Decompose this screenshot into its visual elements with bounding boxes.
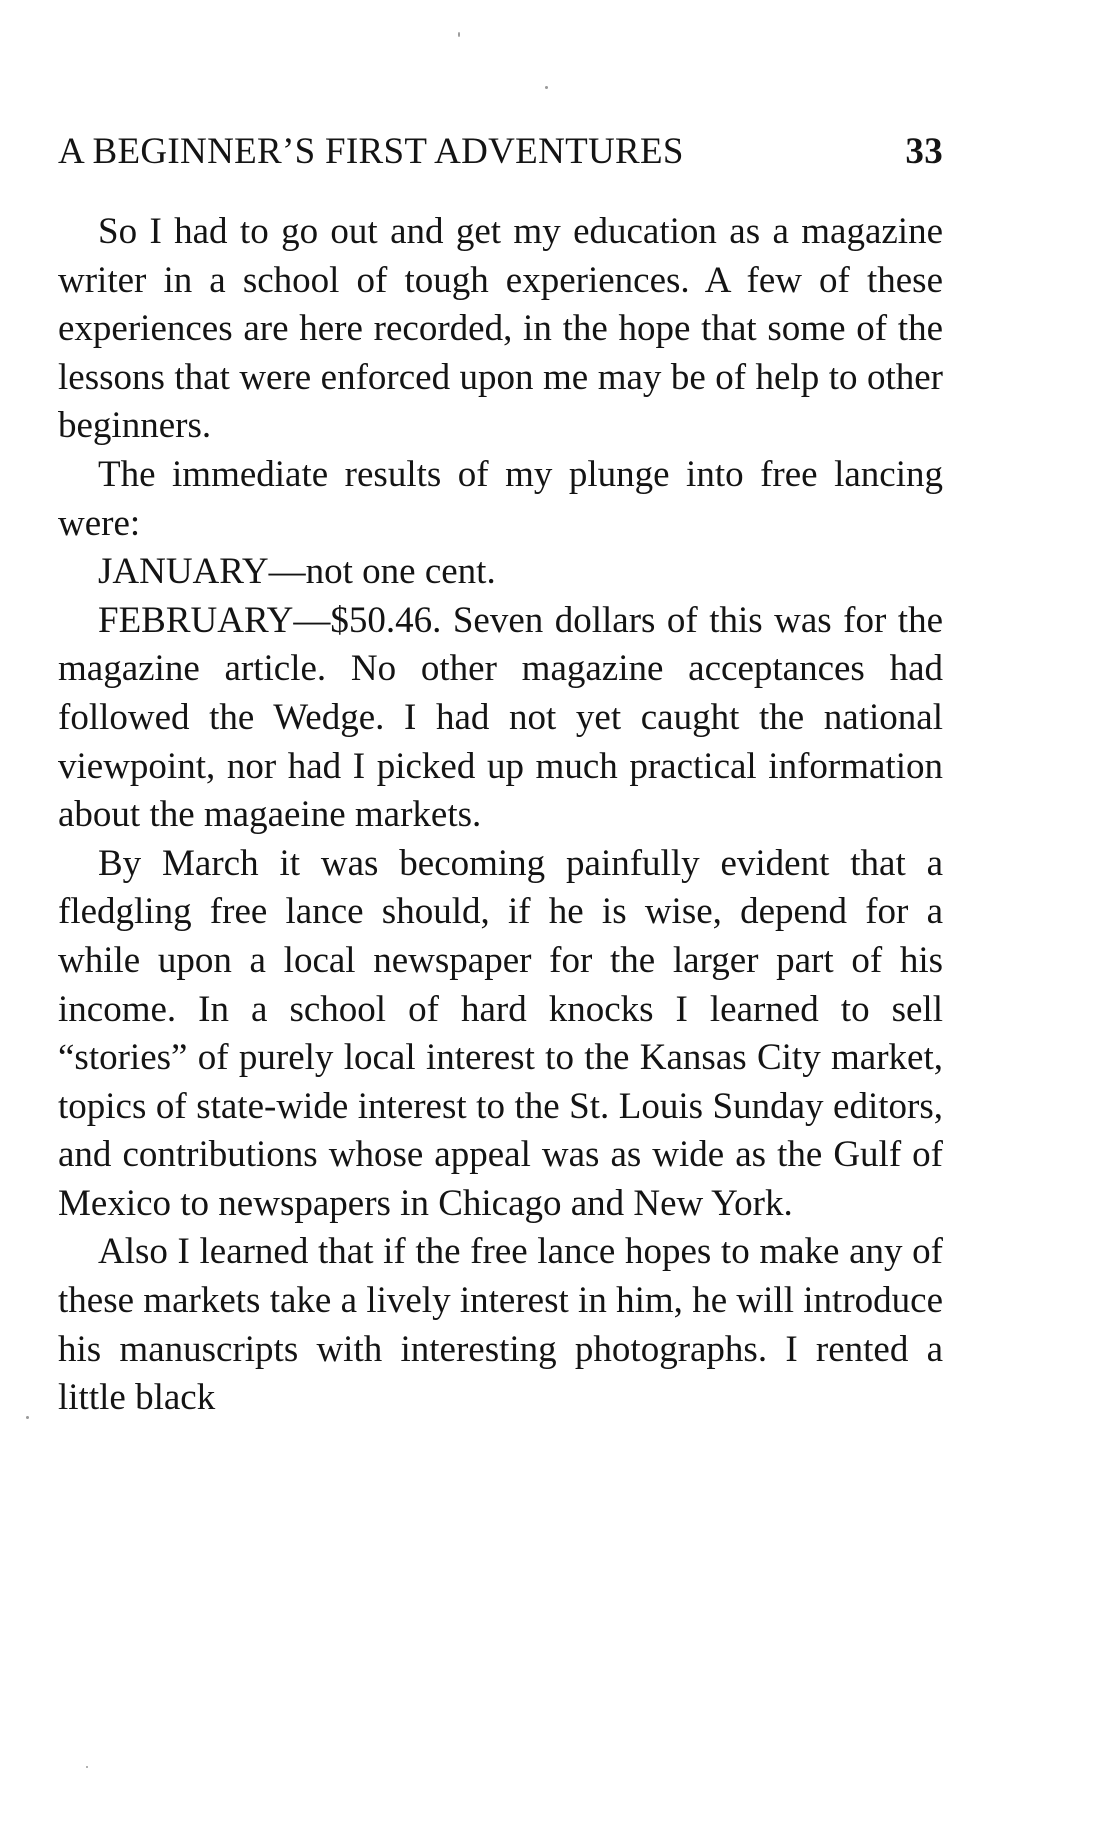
paragraph: By March it was becoming painfully evident that a fledgling free lance should, if he is wise, depend for a while upon a local newspaper for the larger part of his income. In a school of hard knocks I learned to sell “stories” of purely local interest to the Kansas City market, topics of state-wide interest to the St. Louis Sunday editors, and contributions whose appeal was as wide as the Gulf of Mexico to newspapers in Chicago and New York. <box>58 842 943 1224</box>
page-number: 33 <box>905 131 943 172</box>
book-page <box>58 130 943 1423</box>
paper-speck <box>545 86 548 89</box>
paper-speck <box>86 1766 88 1768</box>
paragraph: So I had to go out and get my education as a magazine writer in a school of tough experiences. A few of these experiences are here recorded, in the hope that some of the lessons that were enforced upon me may be of help to other beginners. <box>58 211 943 447</box>
paper-speck <box>458 32 460 37</box>
body-text <box>58 208 943 1423</box>
paragraph: FEBRUARY—$50.46. Seven dollars of this was for the magazine article. No other magazine acceptances had followed the Wedge. I had not yet caught the national viewpoint, nor had I picked up much practical information about the magaeine markets. <box>58 599 943 836</box>
paragraph: Also I learned that if the free lance hopes to make any of these markets take a lively interest in him, he will introduce his manuscripts with interesting photographs. I rented a little black <box>58 1231 943 1419</box>
paper-speck <box>26 1416 29 1419</box>
running-title: A BEGINNER’S FIRST ADVENTURES <box>58 131 684 172</box>
running-head <box>58 130 943 188</box>
paragraph: JANUARY—not one cent. <box>98 551 496 593</box>
paragraph: The immediate results of my plunge into free lancing were: <box>58 453 943 544</box>
